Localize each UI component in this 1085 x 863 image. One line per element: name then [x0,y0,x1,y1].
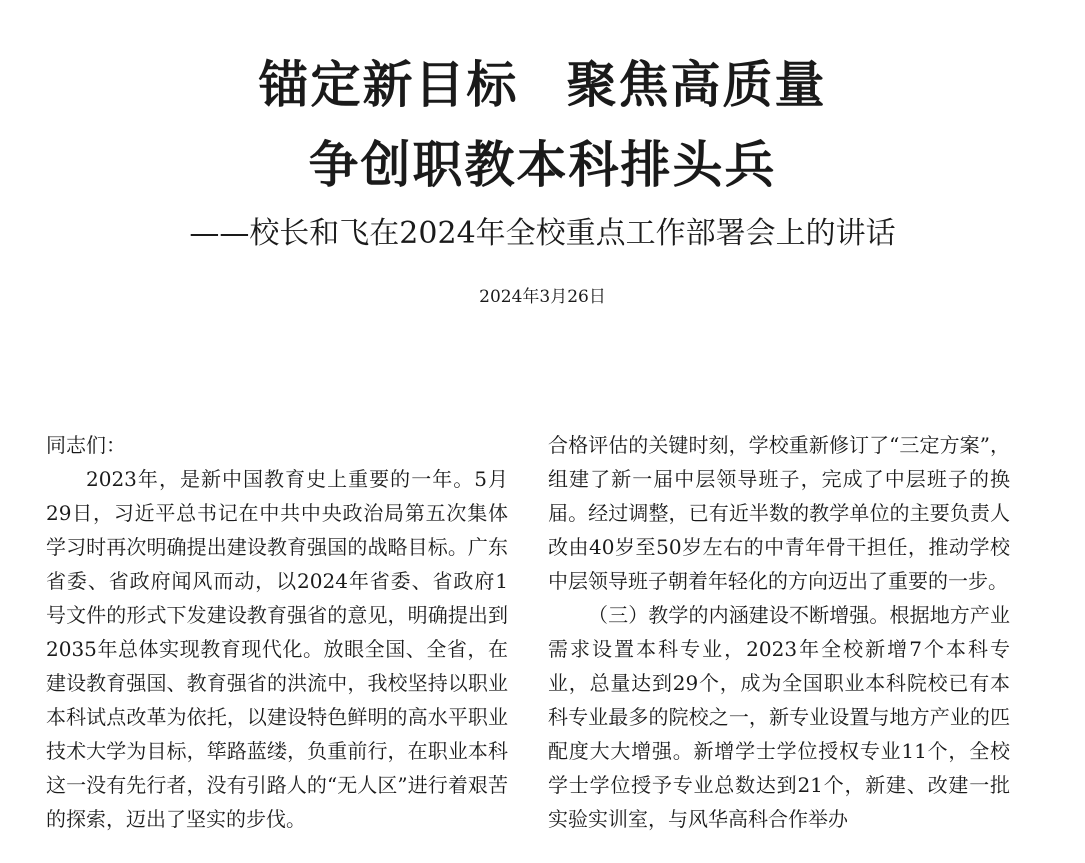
title-part-1: 锚定新目标 [258,55,519,114]
title-line-2: 争创职教本科排头兵 [308,135,777,194]
paragraph: 2023年，是新中国教育史上重要的一年。5月29日，习近平总书记在中共中央政治局第五次集体学习时再次明确提出建设教育强国的战略目标。广东省委、省政府闻风而动，以2024年省委、省政府1号文件的形式下发建设教育强省的意见，明确提出到2035年总体实现教育现代化。放眼全国、全省，在建设教育强国、教育强省的洪流中，我校坚持以职业本科试点改革为依托，以建设特色鲜明的高水平职业技术大学为目标，筚路蓝缕，负重前行，在职业本科这一没有先行者，没有引路人的“无人区”进行着艰苦的探索，迈出了坚实的步伐。 [46,467,508,831]
paragraph: 合格评估的关键时刻，学校重新修订了“三定方案”，组建了新一届中层领导班子，完成了中层班子的换届。经过调整，已有近半数的教学单位的主要负责人改由40岁至50岁左右的中青年骨干担任，推动学校中层领导班子朝着年轻化的方向迈出了重要的一步。 [548,433,1010,593]
paragraph: （三）教学的内涵建设不断增强。根据地方产业需求设置本科专业，2023年全校新增7个本科专业，总量达到29个，成为全国职业本科院校已有本科专业最多的院校之一，新专业设置与地方产业的匹配度大大增强。新增学士学位授权专业11个，全校学士学位授予专业总数达到21个，新建、改建一批实验实训室，与风华高科合作举办 [548,603,1010,831]
subtitle: ——校长和飞在2024年全校重点工作部署会上的讲话 [189,216,896,251]
title-part-2: 聚焦高质量 [566,55,827,114]
speech-date: 2024年3月26日 [479,287,606,307]
right-column [548,428,1010,836]
salutation: 同志们： [46,433,126,457]
left-column [46,428,508,836]
title-line-1 [0,55,1085,115]
